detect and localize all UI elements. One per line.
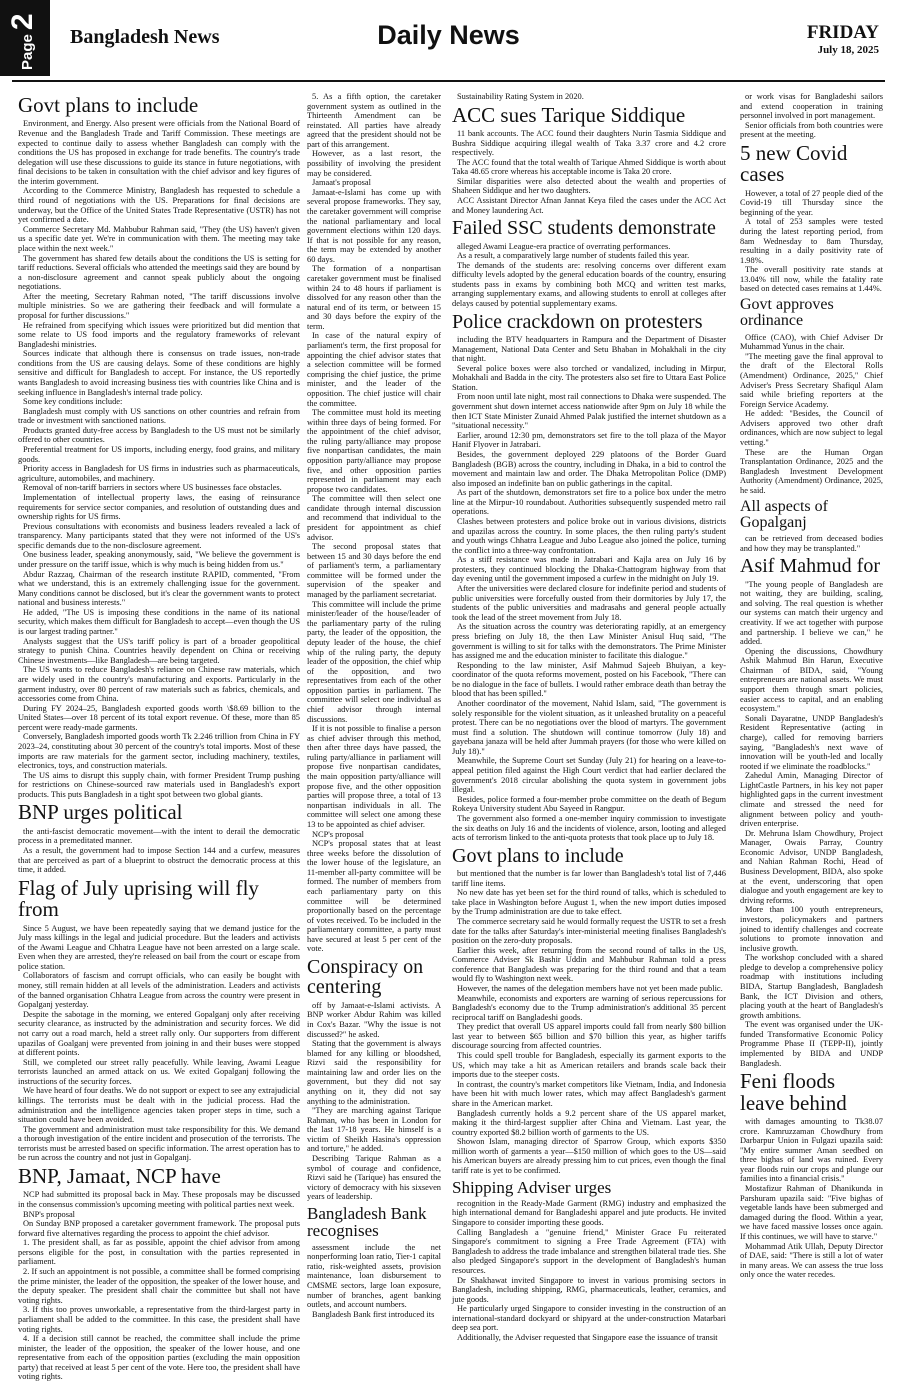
article-headline: Conspiracy on centering [307, 956, 424, 999]
article-headline: Asif Mahmud for [740, 555, 880, 578]
article-paragraph: Earlier, around 12:30 pm, demonstrators set fire to the toll plaza of the Mayor Hanif Flyover in Jatrabari. [452, 430, 726, 450]
article-headline: 5 new Covid cases [740, 140, 848, 187]
article-paragraph: Showon Islam, managing director of Sparrow Group, which exports $350 million worth of garments a year—$150 million of which goes to the US—said his American buyers are already pressing him to cut prices, even though the final tariff rate is yet to be confirmed. [452, 1137, 726, 1175]
article-paragraph: Earlier this week, after returning from the second round of talks in the US, Commerce Adviser Sk Bashir Uddin and Mahbubur Rahman told a press conference that Bangladesh was preparing for the third round and that a team would fly to Washington next week. [452, 945, 726, 984]
article-paragraph: Sources indicate that although there is consensus on trade issues, non-trade conditions from the US are causing delays. Some of these conditions are highly sensitive and difficult for Bangladesh to accept. For instance, the US reportedly wants Bangladesh to avoid increasing business ties with countries like China and is seeking influence in Bangladesh's internal trade policy. [18, 349, 300, 397]
article-paragraph: Describing Tarique Rahman as a symbol of courage and confidence, Rizvi said he (Tarique) has ensured the victory of democracy with his sixseven years of leadership. [307, 1154, 441, 1202]
article-paragraph: From noon until late night, most rail connections to Dhaka were suspended. The government shut down internet access nationwide after 9pm on July 18 while the then ICT State Minister Zunaid Ahmed Palak justified the internet shutdown as a "situational necessity." [452, 392, 726, 431]
article-paragraph: "The young people of Bangladesh are not waiting, they are building, scaling, and solving. The real question is whether our systems can match their urgency and creativity. If we act together with purpose and partnership. I believe we can," he added. [740, 579, 883, 647]
article-paragraph: He particularly urged Singapore to consider investing in the construction of an international-standard dockyard or shipyard at the under-construction Matarbari deep sea port. [452, 1304, 726, 1333]
paper-name: Daily News [377, 20, 520, 50]
article-paragraph: The event was organised under the UK-funded Transformative Economic Policy Programme Phase II (TEPP-II), jointly implemented by BIDA and UNDP Bangladesh. [740, 1020, 883, 1068]
article-paragraph: As a result, a comparatively large number of students failed this year. [457, 251, 690, 261]
article-headline: Failed SSC students demonstrate [452, 217, 716, 240]
article-paragraph: Conversely, Bangladesh imported goods worth Tk 2.246 trillion from China in FY 2023–24, constituting about 30 percent of the country's total imports. Most of these imports are raw materials for the garment sector, including machinery, textiles, electronics, toys, and construction materials. [18, 732, 300, 771]
article [307, 957, 441, 1202]
article-paragraph: He refrained from specifying which issues were prioritized but did mention that some relate to US food imports and the regulatory frameworks of relevant Bangladeshi ministries. [18, 320, 300, 349]
article-headline: Govt approves ordinance [740, 296, 834, 330]
article [18, 875, 300, 1163]
article-paragraph: This committee will include the prime minister/leader of the house/leader of the parliamentary party of the ruling party, the leader of the opposition, the deputy leader of the house, the chief whip of the ruling party, the deputy leader of the opposition, the chief whip of the opposition, and two representatives from each of the other opposition parties in parliament. The committee will select one individual as chief advisor through internal discussions. [307, 599, 441, 724]
article-paragraph: Mostafizur Rahman of Dhanikunda in Parshuram upazila said: "Five bighas of vegetable lands have been submerged and damaged during the flood. Within a year, we have faced massive losses once again. If this continues, we will have to starve." [740, 1184, 883, 1241]
article-paragraph: Sustainability Rating System in 2020. [457, 92, 584, 101]
article-paragraph: Several police boxes were also torched or vandalized, including in Mirpur, Mohakhali and Badda in the city. The protesters also set fire to Uttara East Police Station. [452, 363, 726, 392]
article-paragraph: Priority access in Bangladesh for US firms in industries such as pharmaceuticals, agriculture, automobiles, and machinery. [18, 464, 300, 483]
article-paragraph: According to the Commerce Ministry, Bangladesh has requested to schedule a third round of negotiations with the US. Preparations for final decisions are underway, but the Office of the United States Trade Representative (USTR) has not yet confirmed a date. [18, 186, 300, 225]
article-paragraph: However, a total of 27 people died of the Covid-19 till Thursday since the beginning of the year. [740, 188, 883, 217]
article-paragraph: NCP's proposal [312, 829, 364, 839]
article-paragraph: NCP's proposal states that at least three weeks before the dissolution of the lower house of the legislature, an 11-member all-party committee will be formed. The number of members from each parliamentary party on this committee will be determined proportionally based on the percentage of votes received. To be included in the parliamentary committee, a party must have secured at least 5 per cent of the vote. [307, 839, 441, 954]
issue-day: FRIDAY [806, 22, 879, 43]
article-paragraph: including the BTV headquarters in Rampura and the Department of Disaster Management, National Data Center and Setu Bhaban in Mohakhali in the city that night. [452, 335, 726, 364]
article [740, 297, 883, 495]
article-paragraph: The US wants to reduce Bangladesh's reliance on Chinese raw materials, which are widely used in the country's manufacturing and exports. Particularly in the garment industry, over 80 percent of raw materials such as fabrics, chemicals, and accessories come from China. [18, 665, 300, 704]
article-paragraph: Analysts suggest that the US's tariff policy is part of a broader geopolitical strategy to punish China. Countries heavily dependent on China or receiving Chinese investments—like Bangladesh—are being targeted. [18, 636, 300, 665]
article-paragraph: Collaborators of fascism and corrupt officials, who can easily be bought with money, still remain hidden at all levels of the administration. Leaders and activists of the banned organisation Chhatra League from across the country were present in Gopalganj yesterday. [18, 971, 300, 1010]
article-paragraph: As a result, the government had to impose Section 144 and a curfew, measures that are perceived as part of a blueprint to obstruct the democratic process at this time, it added. [18, 846, 300, 875]
article-paragraph: During FY 2024–25, Bangladesh exported goods worth \$8.69 billion to the United States—over 18 percent of its total export revenue. Of these, more than 85 percent were ready-made garments. [18, 703, 300, 732]
article-paragraph: However, as a last resort, the possibility of involving the president may be considered. [307, 149, 441, 178]
article [452, 92, 726, 102]
article-paragraph: recognition in the Ready-Made Garment (RMG) industry and emphasized the high international demand for Bangladeshi apparel and jute products. He invited Singapore to consider importing these goods. [452, 1198, 726, 1228]
article-paragraph: Stating that the government is always blamed for any killing or bloodshed, Rizvi said the responsibility for maintaining law and order lies on the government, but they did not say anything on it, they did not say anything to the administration. [307, 1039, 441, 1106]
article [740, 556, 883, 1068]
brand-name: Bangladesh News [70, 26, 220, 48]
article-headline: Flag of July uprising will fly from [18, 875, 259, 922]
article-paragraph: Preferential treatment for US imports, including energy, food grains, and military goods. [18, 445, 300, 464]
article-paragraph: This could spell trouble for Bangladesh, especially its garment exports to the US, which may take a hit as American retailers and brands scale back their imports due to the steeper costs. [452, 1051, 726, 1080]
article-paragraph: but mentioned that the number is far lower than Bangladesh's total list of 7,446 tariff line items. [452, 869, 726, 888]
article-paragraph: ACC Assistant Director Afnan Jannat Keya filed the cases under the ACC Act and Money laundering Act. [452, 196, 726, 215]
article [452, 1179, 726, 1343]
article-paragraph: After the meeting, Secretary Rahman noted, "The tariff discussions involve multiple ministries. So we are gathering their feedback and will formulate a proposal for further discussions." [18, 291, 300, 320]
article-paragraph: 5. As a fifth option, the caretaker government system as outlined in the Thirteenth Amendment can be reinstated. All parties have already agreed that the president should not be part of this arrangement. [307, 92, 441, 149]
article-paragraph: They predict that overall US apparel imports could fall from nearly $80 billion last year to between $65 billion and $70 billion this year, as higher tariffs discourage sourcing from affected countries. [452, 1022, 726, 1051]
article-headline: BNP urges political [18, 800, 183, 825]
article-paragraph: Similar disparities were also detected about the wealth and properties of Shaheen Siddique and her two daughters. [452, 176, 726, 196]
article-paragraph: As a stiff resistance was made in Jatrabari and Kajla area on July 16 by protesters, they continued blocking the Dhaka-Chattogram highway from that day evening until the government imposed a curfew in the midnight on July 19. [452, 555, 726, 584]
article-paragraph: with damages amounting to Tk38.07 crore. Kamruzzaman Chowdhury from Darbarpur Union in Fulgazi upazila said: "My entire summer Aman seedbed on three bighas of land was ruined. Every year floods ruin our crops and plunge our families into a financial crisis." [740, 1116, 883, 1184]
article-paragraph: Besides, the government deployed 229 platoons of the Border Guard Bangladesh (BGB) across the country, including in Dhaka, in a bid to control the movement and maintain law and order. The Dhaka Metropolitan Police (DMP) also imposed an indefinite ban on public gatherings in the capital. [452, 449, 726, 488]
column-1 [18, 92, 300, 1382]
article-paragraph: Meanwhile, the Supreme Court set Sunday (July 21) for hearing on a leave-to-appeal petition filed against the High Court verdict that had earlier declared the government's 2018 circular abolishing the quota system in government jobs illegal. [452, 756, 726, 795]
article-paragraph: These are the Human Organ Transplantation Ordinance, 2025 and the Bangladesh Investment Development Authority (Amendment) Ordinance, 2025, he said. [740, 447, 883, 495]
article-paragraph: off by Jamaat-e-Islami activists. A BNP worker Abdur Rahim was killed in Cox's Bazar. "Why the issue is not discussed?" he asked. [307, 1000, 441, 1039]
article-paragraph: The formation of a nonpartisan caretaker government must be finalised within 24 to 48 hours if parliament is dissolved for any reason other than the natural end of its term, or between 15 and 30 days before the expiry of the term. [307, 264, 441, 331]
article-headline: All aspects of Gopalganj [740, 497, 828, 531]
article-paragraph: NCP had submitted its proposal back in May. These proposals may be discussed in the consensus commission's upcoming meeting with political parties next week. [18, 1190, 300, 1209]
article-paragraph: Removal of non-tariff barriers in sectors where US businesses face obstacles. [23, 483, 282, 493]
article-paragraph: Dr Shakhawat invited Singapore to invest in various promising sectors in Bangladesh, including shipping, RMG, pharmaceuticals, leather, ceramics, and jute goods. [452, 1275, 726, 1304]
article [18, 802, 300, 874]
article [452, 218, 726, 308]
article-paragraph: The committee will then select one candidate through internal discussion and recommend that individual to the president for appointment as chief advisor. [307, 494, 441, 542]
article-paragraph: The overall positivity rate stands at 13.04% till now, while the fatality rate based on detected cases remains at 1.44%. [740, 265, 883, 294]
article-paragraph: Clashes between protesters and police broke out in various divisions, districts and upazilas across the country. In some places, the then ruling party's student and youth wings Chhatra League and Jubo League also joined the police, turning the conflict into a three-way confrontation. [452, 517, 726, 555]
article-paragraph: Some key conditions include: [23, 397, 123, 407]
article-paragraph: The demands of the students are: resolving concerns over different exam difficulty levels adopted by the general education boards of the country, ensuring students pass in exams by combining both MCQ and written test marks, arranging supplementary exams, and allowing students to enroll at colleges after delays caused by potential supplementary exams. [452, 260, 726, 309]
article [452, 846, 726, 1176]
article-paragraph: 11 bank accounts. The ACC found their daughters Nurin Tasmia Siddique and Bushra Siddique acquiring illegal wealth of Taka 3.37 crore and 4.2 crore respectively. [452, 128, 726, 158]
article-paragraph: Opening the discussions, Chowdhury Ashik Mahmud Bin Harun, Executive Chairman of BIDA, said, "Young entrepreneurs are national assets. We must support them through smart policies, easier access to capital, and an enabling ecosystem." [740, 646, 883, 714]
article-paragraph: In contrast, the country's market competitors like Vietnam, India, and Indonesia have been hit with much lower rates, which may affect Bangladesh's garment share in the American market. [452, 1079, 726, 1108]
article-paragraph: Environment, and Energy. Also present were officials from the National Board of Revenue and the Bangladesh Trade and Tariff Commission. These meetings are expected to continue daily to assess whether Bangladesh can comply with the conditions the US has proposed in exchange for trade benefits. The country's trade delegation will use these discussions to guide its stance in future negotiations, with final decisions to be taken in consultation with the chief advisor and key figures of the interim government. [18, 119, 300, 186]
article-paragraph: can be retrieved from deceased bodies and how they may be transplanted." [740, 534, 883, 553]
article-paragraph: Bangladesh must comply with US sanctions on other countries and refrain from trade or investment with sanctioned nations. [18, 406, 300, 426]
dateline [807, 22, 879, 56]
article-headline: ACC sues Tarique Siddique [452, 102, 686, 127]
article-paragraph: 4. If a decision still cannot be reached, the committee shall include the prime minister, the leader of the opposition, the speaker of the lower house, and one representative from each of the opposition parties (excluding the main opposition party) that received at least 5 per cent of the vote. Here too, the president shall have voting rights. [18, 1334, 300, 1382]
column-3 [452, 92, 726, 1363]
article-paragraph: Still, we completed our street rally peacefully. While leaving, Awami League terrorists launched an armed attack on us. We exited Gopalganj following the instructions of the security forces. [18, 1057, 300, 1086]
article-paragraph: Previous consultations with economists and business leaders revealed a lack of transparency. Many participants stated that they were not informed of the US's specific demands due to the non-disclosure agreement. [18, 521, 300, 550]
article-paragraph: On Sunday BNP proposed a caretaker government framework. The proposal puts forward five alternatives regarding the process to appoint the chief advisor. [18, 1219, 300, 1238]
article-paragraph: BNP's proposal [23, 1209, 75, 1219]
article-paragraph: Additionally, the Adviser requested that Singapore ease the issuance of transit [457, 1332, 718, 1342]
article-headline: Feni floods leave behind [740, 1069, 847, 1115]
article-paragraph: As the situation across the country was deteriorating rapidly, at an emergency press briefing on July 18, the then Law Minister Anisul Huq said, "The government is willing to sit for talks with the demonstrators. The Prime Minister has assigned me and the education minister to facilitate this dialogue." [452, 622, 726, 661]
article-paragraph: Products granted duty-free access by Bangladesh to the US must not be similarly offered to other countries. [18, 425, 300, 445]
article-headline: Bangladesh Bank recognises [307, 1203, 427, 1241]
article-paragraph: or work visas for Bangladeshi sailors and extend cooperation in training personnel involved in port management. [740, 92, 883, 121]
article-headline: Govt plans to include [18, 93, 199, 117]
article-paragraph: 1. The president shall, as far as possible, appoint the chief advisor from among persons eligible for the post, in consultation with the parties represented in parliament. [18, 1238, 300, 1267]
article [452, 312, 726, 843]
article-paragraph: 3. If this too proves unworkable, a representative from the third-largest party in parliament shall be added to the committee. In this case, the president shall have voting rights. [18, 1305, 300, 1334]
article-paragraph: The ACC found that the total wealth of Tarique Ahmed Siddique is worth about Taka 48.65 crore whereas his acceptable income is Taka 20 crore. [452, 157, 726, 177]
article [740, 499, 883, 554]
article-headline: Shipping Adviser urges [452, 1177, 612, 1197]
article-paragraph: Besides, police formed a four-member probe committee on the death of Begum Rokeya University student Abu Sayeed in Rangpur. [452, 794, 726, 814]
article-paragraph: "They are marching against Tarique Rahman, who has been in London for the last 17-18 years. He himself is a victim of Sheikh Hasina's oppression and torture," he added. [307, 1106, 441, 1154]
article-paragraph: Jamaat-e-Islami has come up with several propose frameworks. They say, the caretaker government will comprise the national parliamentary and local government elections within 120 days. If that is not possible for any reason, the term may be extended by another 60 days. [307, 187, 441, 264]
article-paragraph: However, the names of the delegation members have not yet been made public. [457, 983, 723, 993]
article-paragraph: the anti-fascist democratic movement—with the intent to derail the democratic process in a premeditated manner. [18, 826, 300, 846]
article-paragraph: We have heard of four deaths. We do not support or expect to see any extrajudicial killings. The terrorists must be dealt with in the judicial process. Had the administration and the intelligence agencies taken proper steps in time, such a situation could have been avoided. [18, 1086, 300, 1125]
article [740, 1071, 883, 1280]
article-paragraph: 2. If such an appointment is not possible, a committee shall be formed comprising the prime minister, the leader of the opposition, the speaker of the lower house, and the deputy speaker. The president shall chair the committee but shall not have voting rights. [18, 1267, 300, 1305]
column-2 [307, 92, 441, 1363]
article-paragraph: Abdur Razzaq, Chairman of the research institute RAPID, commented, "From what we understand, this is an extremely challenging issue for the government. Many conditions cannot be disclosed, but it's clear the government wants to protect national and business interests." [18, 569, 300, 608]
article-paragraph: One business leader, speaking anonymously, said, "We believe the government is under pressure on the tariff issue, which is why much is being hidden from us." [18, 550, 300, 569]
article-paragraph: The commerce secretary said he would formally request the USTR to set a fresh date for the talks after Saturday's inter-ministerial meeting finalises Bangladesh's position on the zero-duty proposals. [452, 916, 726, 946]
article-headline: BNP, Jamaat, NCP have [18, 1164, 221, 1189]
article-paragraph: Bangladesh Bank first introduced its [312, 1309, 435, 1319]
article-paragraph: The government has shared few details about the conditions the US is setting for tariff reductions. Several officials who attended the meetings said they are bound by a non-disclosure agreement and cannot speak publicly about the ongoing negotiations. [18, 253, 300, 292]
article-headline: Police crackdown on protesters [452, 310, 703, 333]
article-paragraph: He added: "Besides, the Council of Advisers approved two other draft ordinances, which are now subject to legal vetting." [740, 409, 883, 448]
article-paragraph: After the universities were declared closure for indefinite period and students of public universities were forcefully ousted from their dormitories by July 17, the students of the public universities and madrasahs and general people actually took the lead of the street movement from July 18. [452, 584, 726, 622]
article-paragraph: Zahedul Amin, Managing Director of LightCastle Partners, in his key not paper highlighted gaps in the current investment climate and stressed the need for alignment between policy and youth-driven enterprise. [740, 771, 883, 829]
article-headline: Govt plans to include [452, 844, 624, 867]
article-paragraph: Bangladesh currently holds a 9.2 percent share of the US apparel market, making it the third-largest supplier after China and Vietnam. Last year, the country exported $8.2 billion worth of garments to the US. [452, 1108, 726, 1137]
article-paragraph: Senior officials from both countries were present at the meeting. [740, 120, 883, 140]
article-paragraph: In case of the natural expiry of parliament's term, the first proposal for appointing the chief advisor states that a selection committee will be formed comprising the chief justice, the prime minister, and the leader of the opposition. The chief justice will chair the committee. [307, 331, 441, 408]
article-paragraph: Jamaat's proposal [312, 178, 371, 188]
article [740, 92, 883, 140]
article-paragraph: The US aims to disrupt this supply chain, with former President Trump pushing for restrictions on Chinese-sourced raw materials used in Bangladesh's export products. This puts Bangladesh in a tight spot between two global giants. [18, 770, 300, 799]
article-paragraph: He added, "The US is imposing these conditions in the name of its national security, which makes them difficult for Bangladesh to accept—even though the US is our largest trading partner." [18, 607, 300, 637]
page-number: 2 [6, 13, 39, 31]
article-paragraph: Dr. Mehruna Islam Chowdhury, Project Manager, Owais Parray, Country Economic Advisor, UNDP Bangladesh, and Nahian Rahman Rochi, Head of Business Development, BIDA, also spoke at the event, underscoring that open dialogue and youth engagement are key to driving reforms. [740, 828, 883, 905]
article-paragraph: The government also formed a one-member inquiry commission to investigate the six deaths on July 16 and the incidents of violence, arson, looting and alleged acts of terrorism linked to the anti-quota protests that took place up to July 18. [452, 813, 726, 843]
article-paragraph: Calling Bangladesh a "genuine friend," Minister Grace Fu reiterated Singapore's commitment to signing a Free Trade Agreement (FTA) with Bangladesh to address the trade imbalance and strengthen bilateral trade ties. She also pledged Singapore's support in the development of Bangladesh's human resources. [452, 1227, 726, 1275]
article-paragraph: Despite the sabotage in the morning, we entered Gopalganj only after receiving security clearance, as instructed by the administration and security forces. We did not carry out a road march, held a street rally only. Our supporters from different upazilas of Goalganj were prevented from joining in and their buses were stopped at different points. [18, 1009, 300, 1058]
article-paragraph: alleged Awami League-era practice of overrating performances. [457, 241, 671, 251]
article [18, 1166, 300, 1382]
masthead-rule [12, 80, 885, 82]
column-4 [740, 92, 883, 1363]
article-paragraph: More than 100 youth entrepreneurs, investors, policymakers and partners joined to identify challenges and cocreate solutions to promote innovation and inclusive growth. [740, 905, 883, 953]
article-paragraph: No new date has yet been set for the third round of talks, which is scheduled to take place in Washington before August 1, when the new import duties imposed by the Trump administration are due to take effect. [452, 888, 726, 917]
article [18, 95, 300, 799]
article-paragraph: Responding to the law minister, Asif Mahmud Sajeeb Bhuiyan, a key-coordinator of the quota reforms movement, posted on his Facebook, "There can be no dialogue in the face of bullets. I would rather embrace death than betray the blood that has been spilled." [452, 660, 726, 699]
article-paragraph: Mohammad Atik Ullah, Deputy Director of DAE, said: "There is still a lot of water in many areas. We can assess the true loss only once the water recedes. [740, 1241, 883, 1280]
article-paragraph: Implementation of intellectual property laws, the easing of reinsurance requirements for service sector companies, and resolution of outstanding dues and ownership rights for US firms. [18, 492, 300, 522]
article-paragraph: "The meeting gave the final approval to the draft of the Electoral Rolls (Amendment) Ordinance, 2025," Chief Adviser's Press Secretary Shafiqul Alam said while briefing reporters at the Foreign Service Academy. [740, 351, 883, 409]
article-paragraph: The workshop concluded with a shared pledge to develop a comprehensive policy roadmap with institutions including BIDA, Startup Bangladesh, Bangladesh Bank, the ICT Division and others, placing youth at the heart of Bangladesh's growth ambitions. [740, 953, 883, 1020]
article-paragraph: If it is not possible to finalise a person as chief adviser through this method, then after three days have passed, the ruling party/alliance in parliament will propose five nonpartisan candidates, the main opposition party/alliance will propose five, and the other opposition parties will propose three, a total of 13 nonpartisan individuals in all. The committee will select one among these 13 to be appointed as chief adviser. [307, 724, 441, 829]
article-paragraph: Since 5 August, we have been repeatedly saying that we demand justice for the July mass killings in the legal and judicial procedure. But the leaders and activists of the Awami League and Chhatra League have not been arrested on a large scale. Even when they are arrested, they're released on bail from the court or escape from police station. [18, 923, 300, 971]
article-paragraph: Another coordinator of the movement, Nahid Islam, said, "The government is solely responsible for the violent situation, as it unleashed brutality on a peaceful protest. There can be no negotiations over the blood of martyrs. The government must find a solution. The shutdown will continue tomorrow (July 18) and gayebana janaza will be held after Jummah prayers (for those who were killed on July 18)." [452, 698, 726, 756]
article [452, 102, 726, 216]
article-paragraph: Commerce Secretary Md. Mahbubur Rahman said, "They (the US) haven't given us a specific date yet. We're in communication with them. The meeting may take place within the next week." [18, 224, 300, 253]
article-paragraph: The second proposal states that between 15 and 30 days before the end of parliament's term, a parliamentary committee will be formed under the supervision of the speaker and managed by the parliament secretariat. [307, 542, 441, 600]
masthead [0, 0, 897, 76]
article [307, 92, 441, 954]
page-label: Page [19, 34, 36, 70]
article-paragraph: The government and administration must take responsibility for this. We demand a thorough investigation of the entire incident and prosecution of the terrorists. The terrorists must be arrested based on specific information. The arrest operation has to be run across the country and not just in Gopalganj. [18, 1124, 300, 1163]
article-paragraph: As part of the shutdown, demonstrators set fire to a police box under the metro line at the Mirpur-10 roundabout. Authorities subsequently suspended metro rail operations. [452, 488, 726, 517]
article-paragraph: Meanwhile, economists and exporters are warning of serious repercussions for Bangladesh's economy due to the Trump administration's additional 35 percent reciprocal tariff on Bangladeshi goods. [452, 993, 726, 1022]
article-paragraph: assessment include the net nonperforming loan ratio, Tier-1 capital ratio, risk-weighted assets, provision maintenance, loan disbursement to CMSME sectors, large loan exposure, number of branches, agent banking outlets, and account numbers. [307, 1242, 441, 1310]
article [740, 140, 883, 294]
article-paragraph: A total of 253 samples were tested during the latest reporting period, from 8am Wednesday to 8am Thursday, resulting in a daily positivity rate of 1.98%. [740, 217, 883, 265]
article-paragraph: The committee must hold its meeting within three days of being formed. For the appointment of the chief advisor, the ruling party/alliance may propose five nonpartisan candidates, the main opposition party/alliance may propose five, and other opposition parties represented in parliament may each propose two candidates. [307, 408, 441, 494]
article-paragraph: Office (CAO), with Chief Adviser Dr Muhammad Yunus in the chair. [740, 332, 883, 352]
article-paragraph: Sonali Dayaratne, UNDP Bangladesh's Resident Representative (acting in charge), called for removing barriers saying, "Bangladesh's next wave of innovation will be youth-led and locally rooted if we eliminate the roadblocks." [740, 713, 883, 771]
article [307, 1205, 441, 1319]
issue-date: July 18, 2025 [817, 44, 879, 56]
